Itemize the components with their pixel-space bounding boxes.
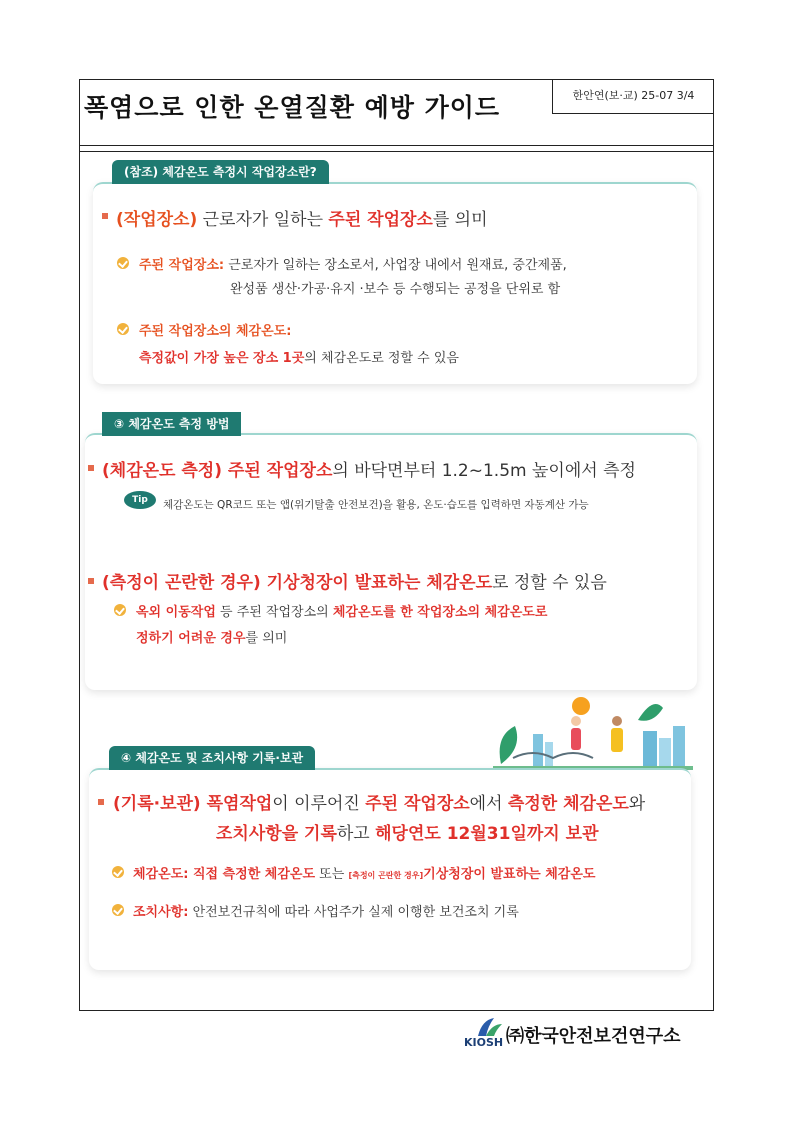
measure-line2-label: (측정이 곤란한 경우) [102,573,261,593]
building-icon [643,731,657,766]
ref-sub2-rest: 의 체감온도로 정할 수 있음 [304,351,459,366]
measure-line2 [102,568,607,593]
building-icon [545,742,553,766]
check-icon [112,866,124,878]
measure-line2-red: 기상청장이 발표하는 체감온도 [260,573,493,593]
record-sub1-red1: 직접 측정한 체감온도 [188,867,316,882]
record-main-rest3: 와 [628,794,646,814]
check-icon [114,604,126,616]
ref-main-red: 주된 작업장소 [328,210,433,230]
record-main-label: (기록·보관) [113,794,201,814]
record-sub1-small: [측정이 곤란한 경우] [348,871,424,880]
record-main-line2 [216,819,599,844]
measure-sub-red2: 정하기 어려운 경우 [136,631,246,646]
ref-main-rest1: 근로자가 일하는 [197,210,329,230]
ref-main-rest2: 를 의미 [432,210,488,230]
tip-icon: Tip [124,491,156,509]
ref-main-line [116,205,488,230]
person-head-icon [612,716,622,726]
building-icon [533,734,543,766]
bullet-square-icon [98,799,104,805]
measure-sub-rest1: 등 주된 작업장소의 [215,605,333,620]
person-head-icon [571,716,581,726]
ref-sub1-line1 [139,254,567,273]
record-main-red2: 주된 작업장소 [365,794,470,814]
ref-main-label: (작업장소) [116,210,198,230]
ref-sub1-label: 주된 작업장소: [139,258,225,273]
measure-sub-label: 옥외 이동작업 [136,605,216,620]
building-icon [659,738,671,766]
measure-sub-red1: 체감온도를 한 작업장소의 체감온도로 [332,605,548,620]
measure-sub-line1 [136,601,547,620]
record-sub1-line [133,863,595,882]
measure-sub-rest2: 를 의미 [245,631,288,646]
measure-line1-red: 주된 작업장소 [222,461,333,481]
record-main-line1 [113,789,645,814]
measure-line2-rest: 로 정할 수 있음 [492,573,607,593]
bullet-square-icon [88,465,94,471]
divider [79,151,714,152]
document-number: 한안연(보·교) 25-07 3/4 [552,79,714,114]
bullet-square-icon [102,213,108,219]
record-tab: ④ 체감온도 및 조치사항 기록·보관 [109,746,315,770]
ref-sub2-red: 측정값이 가장 높은 장소 1곳 [139,351,305,366]
measure-line1-label: (체감온도 측정) [102,461,222,481]
check-icon [112,904,124,916]
measurement-tab: ③ 체감온도 측정 방법 [102,412,241,436]
divider [79,145,714,146]
record-sub2-line [133,901,519,920]
record-main-red5: 해당연도 12월31일까지 보관 [375,824,599,844]
bullet-square-icon [88,578,94,584]
person-icon [611,728,623,752]
record-main-rest2: 에서 [469,794,508,814]
sun-icon [572,697,590,715]
record-sub2-label: 조치사항: [133,905,189,920]
person-icon [571,728,581,750]
page-title: 폭염으로 인한 온열질환 예방 가이드 [84,93,501,122]
measure-line1 [102,456,636,481]
reference-tab: (참조) 체감온도 측정시 작업장소란? [112,160,329,184]
record-sub2-rest: 안전보건규칙에 따라 사업주가 실제 이행한 보건조치 기록 [188,905,519,920]
measure-line1-rest: 의 바닥면부터 1.2~1.5m 높이에서 측정 [332,461,636,481]
record-main-red3: 측정한 체감온도 [507,794,629,814]
record-main-red1: 폭염작업 [200,794,273,814]
check-icon [117,323,129,335]
organization-name: ㈜한국안전보건연구소 [506,1026,681,1047]
ref-sub2-line [139,347,459,366]
kiosh-logo-text: KIOSH [464,1036,504,1049]
ref-sub1-line2: 완성품 생산·가공·유지 ·보수 등 수행되는 공정을 단위로 함 [230,282,561,297]
ref-sub1-text1: 근로자가 일하는 장소로서, 사업장 내에서 원재료, 중간제품, [224,258,567,273]
record-sub1-red2: 기상청장이 발표하는 체감온도 [423,867,596,882]
record-main-rest4: 하고 [336,824,376,844]
building-icon [673,726,685,766]
record-sub1-label: 체감온도: [133,867,189,882]
record-main-red4: 조치사항을 기록 [216,824,337,844]
measure-sub-line2 [136,627,287,646]
record-main-rest1: 이 이루어진 [272,794,366,814]
leaf-icon [638,704,663,721]
record-sub1-rest: 또는 [315,867,349,882]
check-icon [117,257,129,269]
heat-illustration [493,686,693,776]
ref-sub2-label: 주된 작업장소의 체감온도: [139,324,292,339]
tip-text: 체감온도는 QR코드 또는 앱(위기탈출 안전보건)을 활용, 온도·습도를 입력하면 자동계산 가능 [163,499,589,511]
